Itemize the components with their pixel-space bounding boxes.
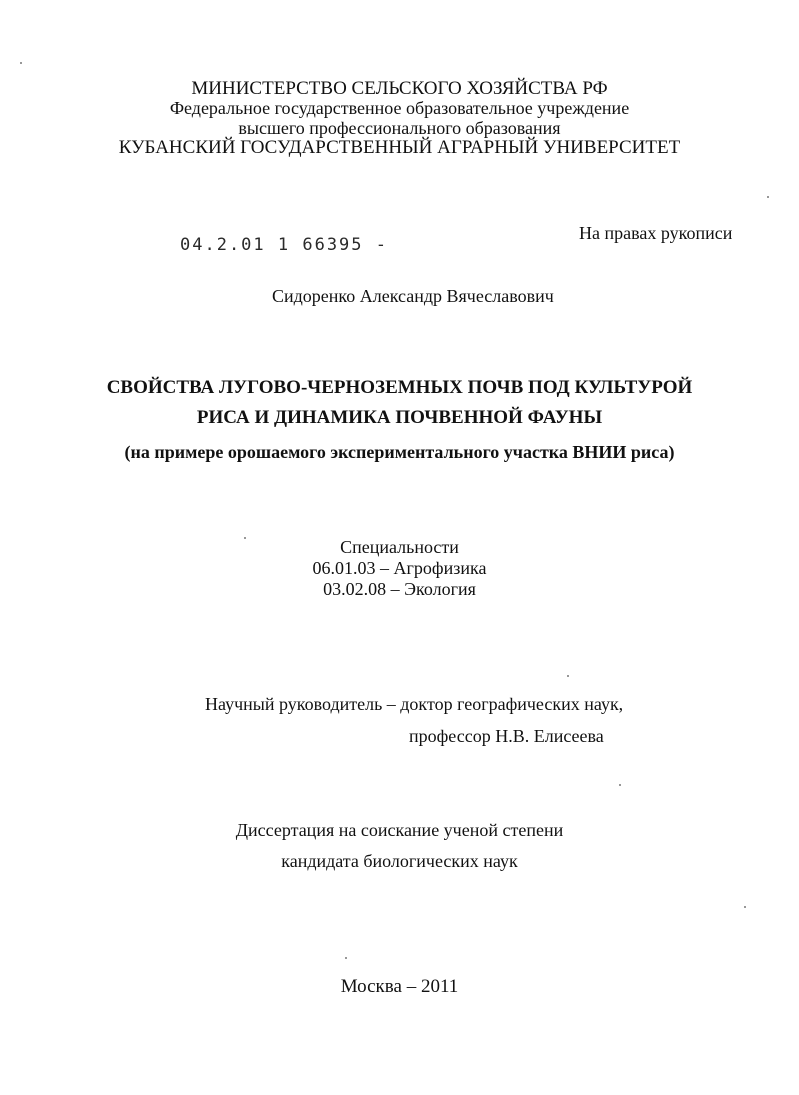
supervisor-line-2: профессор Н.В. Елисеева [409,726,604,746]
place-and-year: Москва – 2011 [340,976,459,997]
degree-line-1: Диссертация на соискание ученой степени [235,820,564,840]
scan-speck [567,675,569,677]
scan-speck [767,196,769,198]
author-name: Сидоренко Александр Вячеславович [272,286,554,306]
institution-line-2: высшего профессионального образования [238,118,561,138]
specialty-item: 03.02.08 – Экология [323,579,476,599]
institution-line-1: Федеральное государственное образовательное учреждение [169,98,630,118]
dissertation-title-line-2: РИСА И ДИНАМИКА ПОЧВЕННОЙ ФАУНЫ [196,407,603,428]
library-stamp-number: 04.2.01 1 66395 - [180,235,388,255]
scan-speck [244,537,246,539]
ministry-heading: МИНИСТЕРСТВО СЕЛЬСКОГО ХОЗЯЙСТВА РФ [191,78,608,99]
specialties-heading: Специальности [340,537,459,557]
scan-speck [744,906,746,908]
scan-speck [619,784,621,786]
dissertation-title-line-1: СВОЙСТВА ЛУГОВО-ЧЕРНОЗЕМНЫХ ПОЧВ ПОД КУЛЬТУРОЙ [106,377,693,398]
scan-speck [345,957,347,959]
dissertation-subtitle: (на примере орошаемого экспериментального участка ВНИИ риса) [124,442,675,462]
university-name: КУБАНСКИЙ ГОСУДАРСТВЕННЫЙ АГРАРНЫЙ УНИВЕРСИТЕТ [118,137,681,158]
specialty-item: 06.01.03 – Агрофизика [312,558,487,578]
supervisor-line-1: Научный руководитель – доктор географических наук, [205,694,624,714]
scan-speck [20,62,22,64]
degree-line-2: кандидата биологических наук [281,851,518,871]
manuscript-note: На правах рукописи [579,223,733,243]
